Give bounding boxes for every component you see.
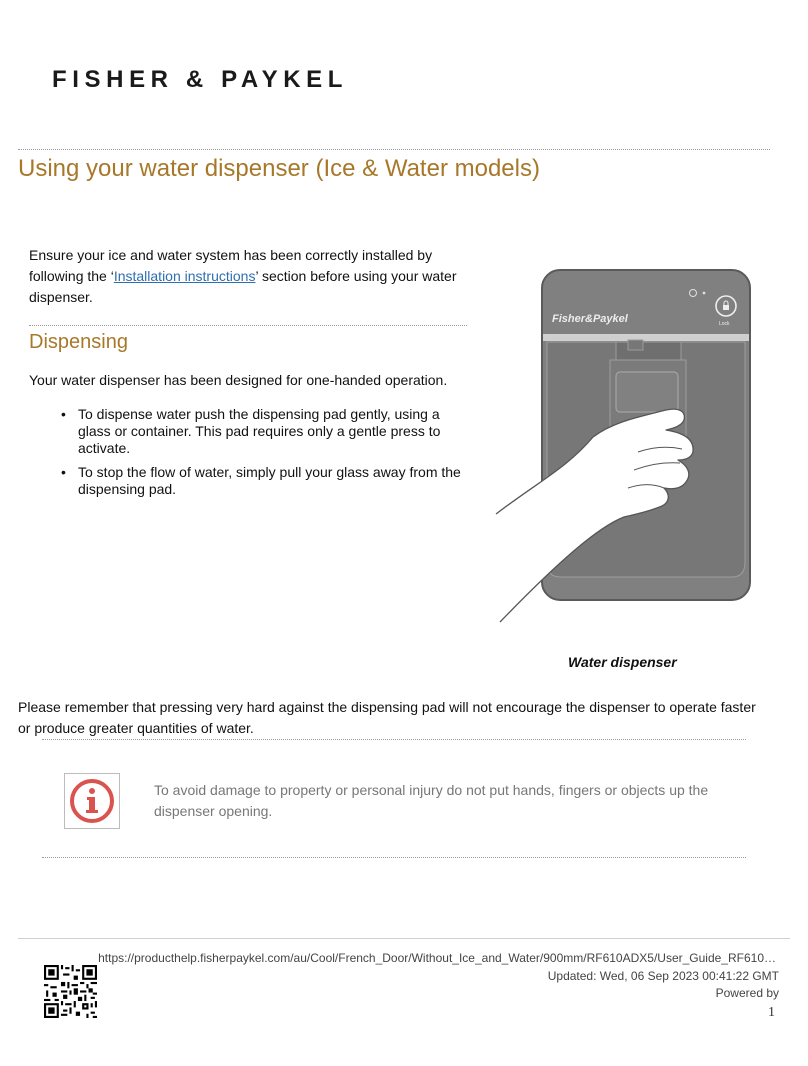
installation-instructions-link[interactable]: Installation instructions (113, 268, 256, 284)
qr-code[interactable] (44, 965, 97, 1018)
dispenser-nozzle (616, 342, 681, 360)
footer-url[interactable]: https://producthelp.fisherpaykel.com/au/Cool/French_Door/Without_Ice_and_Water/900mm/RF610ADX5/User_Guide_RF610… (98, 951, 776, 965)
dispensing-heading: Dispensing (29, 331, 128, 353)
list-item: • To stop the flow of water, simply pull your glass away from the dispensing pad. (29, 464, 469, 498)
dispenser-brand-label: Fisher&Paykel (552, 313, 628, 325)
glass (616, 372, 678, 412)
figure-caption: Water dispenser (568, 654, 677, 670)
footer-divider (18, 938, 790, 939)
intro-text-before: Ensure your ice and water system has been correctly installed by following the ‘ (29, 247, 433, 284)
intro-text-after: ’ section before using your water dispenser. (29, 268, 457, 305)
warning-divider (42, 857, 746, 858)
intro-paragraph (29, 245, 469, 308)
lock-label: Lock (719, 321, 730, 327)
info-icon (64, 773, 120, 829)
water-dispenser-illustration (488, 262, 758, 627)
page-title: Using your water dispenser (Ice & Water models) (18, 155, 540, 182)
list-item: • To dispense water push the dispensing pad gently, using a glass or container. This pad requires only a gentle press to activate. (29, 406, 469, 457)
warning-text: To avoid damage to property or personal injury do not put hands, fingers or objects up the dispenser opening. (154, 782, 709, 819)
page-number: 1 (768, 1005, 775, 1020)
footer-updated: Updated: Wed, 06 Sep 2023 00:41:22 GMT (547, 969, 779, 983)
footer-powered-by: Powered by (715, 986, 779, 1000)
header-divider (18, 149, 770, 150)
dispensing-lead: Your water dispenser has been designed for one-handed operation. (29, 372, 448, 388)
note-divider (42, 739, 746, 740)
brand-logo: FISHER & PAYKEL (52, 66, 349, 93)
dispensing-bullets (29, 406, 469, 505)
pressure-note: Please remember that pressing very hard against the dispensing pad will not encourage the dispenser to operate faster or produce greater quantities of water. (18, 699, 756, 736)
status-dot-icon (703, 292, 706, 295)
dispenser-divider-bar (543, 334, 749, 341)
intro-divider (29, 325, 467, 326)
